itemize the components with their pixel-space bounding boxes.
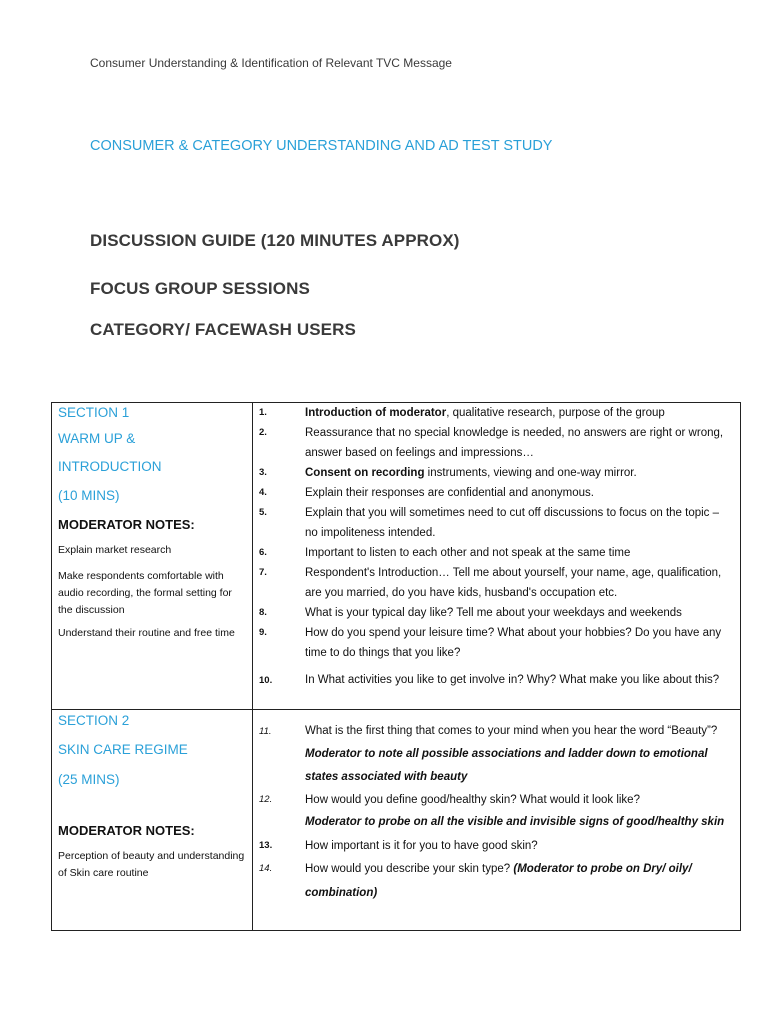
item-text: In What activities you like to get involve in? Why? What make you like about this? [305,674,720,686]
item-text: How important is it for you to have good skin? [305,840,538,852]
list-item [259,543,730,563]
moderator-note: Make respondents comfortable with audio recording, the formal setting for the discussion [58,570,232,616]
discussion-guide-table [51,402,741,931]
sessions-title: FOCUS GROUP SESSIONS [90,279,310,298]
section-info-cell [52,403,253,710]
item-text: , qualitative research, purpose of the group [446,407,665,419]
item-text: What is your typical day like? Tell me about your weekdays and weekends [305,607,682,619]
item-number: 1. [259,407,267,418]
section-duration: (25 MINS) [58,772,120,787]
moderator-note: Understand their routine and free time [58,627,235,639]
item-text: Explain their responses are confidential and anonymous. [305,487,594,499]
list-item [259,423,730,463]
list-item [259,483,730,503]
moderator-note: Perception of beauty and understanding of Skin care routine [58,850,245,879]
item-emphasis: Introduction of moderator [305,407,447,419]
item-text: How would you describe your skin type? [305,863,511,875]
page-header: Consumer Understanding & Identification of Relevant TVC Message [90,56,452,70]
list-item [259,403,730,423]
item-text: How do you spend your leisure time? What about your hobbies? Do you have any time to do things that you like? [305,627,722,659]
list-item [259,563,730,603]
section-row [52,710,741,931]
category-title: CATEGORY/ FACEWASH USERS [90,320,356,339]
list-item [259,720,730,789]
item-number: 2. [259,427,267,438]
item-number: 12. [259,794,273,805]
list-item [259,789,730,833]
item-number: 3. [259,467,267,478]
item-moderator-instruction: Moderator to probe on all the visible and invisible signs of good/healthy skin [305,816,725,828]
section-label: SECTION 1 [58,405,130,420]
item-number: 5. [259,507,267,518]
section-duration: (10 MINS) [58,488,120,503]
list-item [259,835,730,857]
study-title: CONSUMER & CATEGORY UNDERSTANDING AND AD TEST STUDY [90,138,553,154]
moderator-notes-heading: MODERATOR NOTES: [58,517,195,532]
moderator-note: Explain market research [58,544,172,556]
item-number: 11. [259,726,272,737]
item-number: 14. [259,863,273,874]
item-text: Respondent's Introduction… Tell me about yourself, your name, age, qualification, are you married, do you have kids, husband's occupation etc. [305,567,722,599]
list-item [259,623,730,663]
item-moderator-instruction: (Moderator to probe on Dry/ oily/ combination) [305,863,692,899]
item-text: What is the first thing that comes to your mind when you hear the word “Beauty”? [305,725,718,737]
section-row [52,403,741,710]
list-item [259,603,730,623]
item-text: Reassurance that no special knowledge is needed, no answers are right or wrong, answer based on feelings and impressions… [305,427,724,459]
section-name: INTRODUCTION [58,459,162,474]
item-text: How would you define good/healthy skin? What would it look like? [305,794,640,806]
item-number: 13. [259,840,273,851]
list-item [259,857,730,905]
question-list [259,403,730,691]
item-emphasis: Consent on recording [305,467,425,479]
item-number: 4. [259,487,267,498]
question-list [259,720,730,905]
section-questions-cell [253,403,741,710]
item-number: 6. [259,547,267,558]
list-item [259,463,730,483]
section-name: SKIN CARE REGIME [58,742,188,757]
section-name: WARM UP & [58,431,136,446]
section-label: SECTION 2 [58,713,130,728]
item-text: Important to listen to each other and not speak at the same time [305,547,631,559]
moderator-notes-heading: MODERATOR NOTES: [58,823,195,838]
item-number: 9. [259,627,267,638]
item-number: 10. [259,675,273,686]
section-info-cell [52,710,253,931]
section-questions-cell [253,710,741,931]
item-number: 8. [259,607,267,618]
list-item [259,670,730,691]
guide-title: DISCUSSION GUIDE (120 MINUTES APPROX) [90,231,460,250]
item-text: Explain that you will sometimes need to cut off discussions to focus on the topic – no impoliteness intended. [305,507,720,539]
item-text: instruments, viewing and one-way mirror. [424,467,637,479]
item-number: 7. [259,567,267,578]
list-item [259,503,730,543]
item-moderator-instruction: Moderator to note all possible associations and ladder down to emotional states associated with beauty [305,748,708,783]
